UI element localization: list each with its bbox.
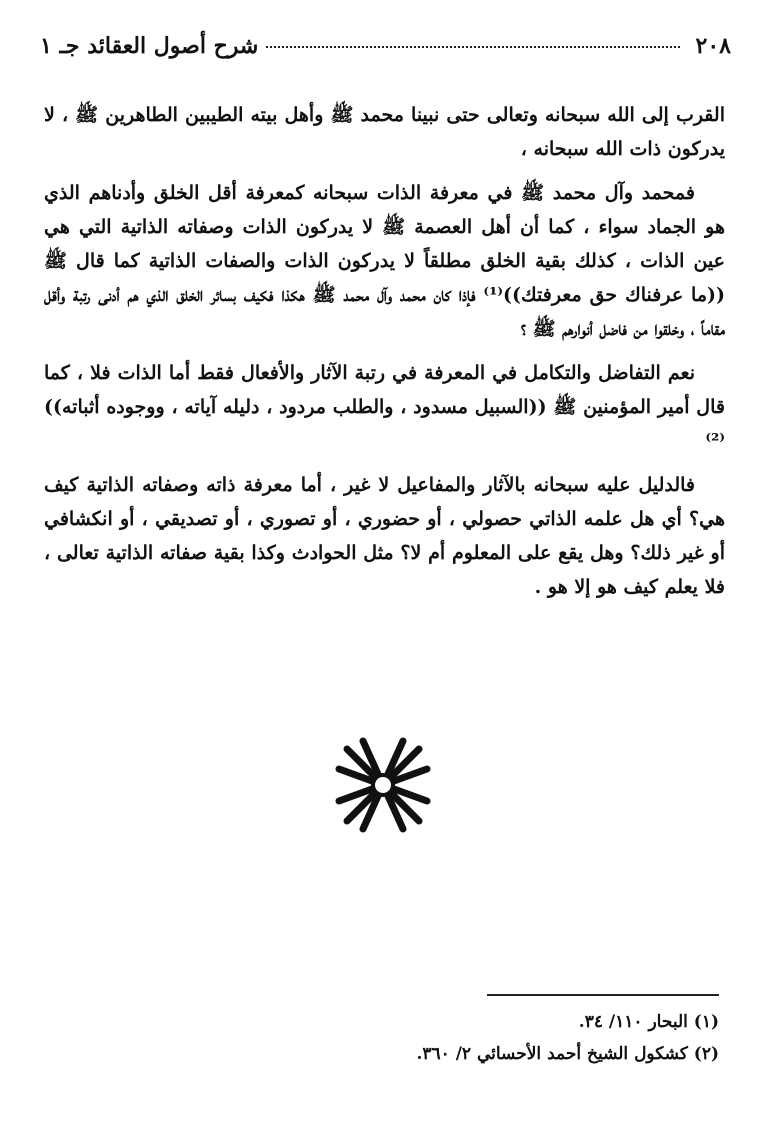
page-number: ٢٠٨ — [695, 33, 731, 59]
footnote-2: (٢) كشكول الشيخ أحمد الأحسائي ٢/ ٣٦٠. — [416, 1044, 719, 1064]
page-header — [40, 30, 731, 62]
paragraph-1: القرب إلى الله سبحانه وتعالى حتى نبينا محمد ﷺ وأهل بيته الطيبين الطاهرين ﷺ ، لا يدركون ذات الله سبحانه ، — [44, 104, 725, 160]
header-leader-dots — [266, 44, 679, 48]
main-text — [44, 98, 725, 614]
paragraph-2: فمحمد وآل محمد ﷺ في معرفة الذات سبحانه كمعرفة أقل الخلق وأدناهم الذي هو الجماد سواء ، كما أن أهل العصمة ﷺ لا يدركون الذات وصفاته الذاتية التي هي عين الذات ، كذلك بقية الخلق مطلقاً لا يدركون الذات والصفات الذاتية كما قال ﷺ ((ما عرفناك حق معرفتك))⁽¹⁾ فإذا كان محمد وآل محمد ﷺ هكذا فكيف بسائر الخلق الذي هم أدنى رتبة وأقل مقاماً ، وخلقوا من فاضل أنوارهم ﷺ ؟ — [44, 182, 726, 340]
footnote-1: (١) البحار ١١٠/ ٣٤. — [578, 1012, 719, 1032]
paragraph-3: نعم التفاضل والتكامل في المعرفة في رتبة الآثار والأفعال فقط أما الذات فلا ، كما قال أمير المؤمنين ﷺ ((السبيل مسدود ، والطلب مردود ، دليله آياته ، ووجوده أثباته))⁽²⁾ — [44, 362, 725, 452]
starburst-ornament-icon — [333, 735, 433, 835]
paragraph-4: فالدليل عليه سبحانه بالآثار والمفاعيل لا غير ، أما معرفة ذاته وصفاته الذاتية كيف هي؟ أي هل علمه الذاتي حصولي ، أو حضوري ، أو تصوري ، أو تصديقي ، أو انكشافي أو غير ذلك؟ وهل يقع على المعلوم أم لا؟ مثل الحوادث وكذا بقية صفاته الذاتية تعالى ، فلا يعلم كيف هو إلا هو . — [44, 474, 725, 598]
footnote-separator — [487, 994, 719, 996]
running-title: شرح أصول العقائد جـ ١ — [40, 33, 259, 59]
footnotes — [300, 1006, 719, 1070]
